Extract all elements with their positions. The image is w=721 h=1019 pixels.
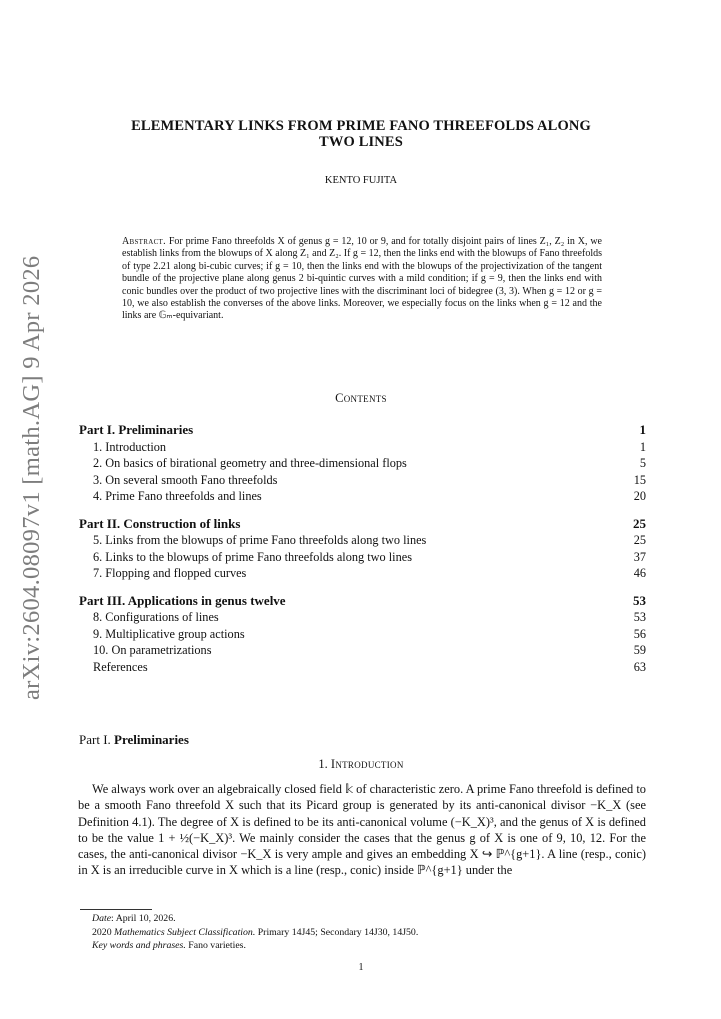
toc-section-label: 4. Prime Fano threefolds and lines — [93, 489, 262, 503]
toc-page-number: 56 — [633, 626, 646, 641]
toc-part-3 — [79, 593, 646, 676]
footnote-keywords-label: Key words and phrases. — [92, 940, 186, 951]
toc-page-number: 25 — [633, 515, 646, 531]
toc-page-number: 46 — [633, 566, 646, 580]
toc-section-label: 1. Introduction — [93, 439, 167, 454]
toc-part-label: Part II. Construction of links — [79, 515, 241, 531]
arxiv-stamp: arXiv:2604.08097v1 [math.AG] 9 Apr 2026 — [18, 255, 45, 700]
toc-section-row[interactable] — [79, 439, 646, 456]
part-heading-prefix: Part I. — [79, 732, 111, 747]
footnote-date: Date: April 10, 2026. — [92, 913, 176, 924]
section-title: Introduction — [330, 757, 404, 771]
part-heading — [79, 732, 189, 748]
toc-page-number: 20 — [633, 489, 646, 503]
toc-section-row[interactable] — [79, 532, 646, 549]
toc-section-row[interactable] — [79, 565, 646, 582]
part-heading-title: Preliminaries — [114, 732, 189, 747]
title-line-2: TWO LINES — [319, 134, 403, 150]
toc-part-row[interactable] — [79, 422, 646, 439]
title-line-1: ELEMENTARY LINKS FROM PRIME FANO THREEFOLDS ALONG — [131, 118, 591, 134]
footnote-msc-label: Mathematics Subject Classification. — [114, 926, 256, 938]
toc-page-number: 25 — [633, 533, 646, 547]
abstract-label: Abstract. — [122, 236, 166, 247]
toc-part-2 — [79, 516, 646, 582]
table-of-contents — [79, 422, 646, 686]
footnote-msc — [92, 926, 647, 940]
abstract-text: For prime Fano threefolds X of genus g = 12, 10 or 9, and for totally disjoint pairs of lines Z₁, Z₂ in X, we establish links from the blowups of X along Z₁ and Z₂. If g = 12, then the links end with the blowups of Fano threefolds of type 2.21 along bi-cubic curves; if g = 10, then the links end with the blowups of the projectivization of the tangent bundle of the projective plane along genus 2 bi-quintic curves with a mild condition; if g = 9, then the links end with conic bundles over the product of two projective lines with the discriminant loci of bidegree (3, 3). When g = 12 or g = 10, we also establish the converses of the above links. Moreover, we especially focus on the links when g = 12 and the links are 𝔾ₘ-equivariant. — [122, 236, 602, 322]
toc-section-row[interactable] — [79, 549, 646, 566]
toc-section-label: 6. Links to the blowups of prime Fano threefolds along two lines — [93, 549, 412, 564]
toc-references-row[interactable] — [79, 659, 646, 676]
toc-section-label: 3. On several smooth Fano threefolds — [93, 472, 278, 487]
footnote-rule — [80, 909, 152, 910]
footnotes — [92, 912, 647, 953]
toc-page-number: 53 — [633, 592, 646, 608]
toc-part-1 — [79, 422, 646, 505]
toc-page-number: 59 — [633, 643, 646, 657]
toc-page-number: 5 — [639, 456, 646, 470]
contents-title: Contents — [335, 391, 387, 405]
footnote-date-label: Date — [92, 913, 112, 924]
toc-section-label: 5. Links from the blowups of prime Fano threefolds along two lines — [93, 533, 427, 547]
toc-page-number: 1 — [639, 439, 646, 454]
paper-title — [80, 118, 642, 150]
toc-page-number: 53 — [633, 610, 646, 624]
toc-section-label: 10. On parametrizations — [93, 643, 212, 657]
toc-section-row[interactable] — [79, 626, 646, 643]
toc-section-label: 2. On basics of birational geometry and three-dimensional flops — [93, 456, 407, 470]
toc-page-number: 1 — [639, 422, 646, 437]
toc-page-number: 37 — [633, 549, 646, 564]
toc-section-label: 7. Flopping and flopped curves — [93, 566, 247, 580]
footnote-keywords — [92, 939, 647, 953]
section-number: 1. — [318, 757, 328, 771]
toc-part-label: Part I. Preliminaries — [79, 422, 194, 437]
section-heading — [80, 757, 642, 772]
footnote-msc-prefix: 2020 — [92, 926, 112, 938]
toc-section-row[interactable] — [79, 455, 646, 472]
toc-section-row[interactable] — [79, 609, 646, 626]
author-name: KENTO FUJITA — [324, 175, 398, 186]
toc-page-number: 15 — [633, 472, 646, 487]
toc-page-number: 63 — [633, 659, 646, 674]
abstract — [122, 236, 602, 323]
footnote-msc-value: Primary 14J45; Secondary 14J30, 14J50. — [257, 926, 419, 938]
toc-section-row[interactable] — [79, 472, 646, 489]
toc-section-label: 9. Multiplicative group actions — [93, 626, 245, 641]
toc-section-label: 8. Configurations of lines — [93, 610, 219, 624]
toc-section-row[interactable] — [79, 642, 646, 659]
intro-paragraph: We always work over an algebraically closed field 𝕜 of characteristic zero. A prime Fano threefold is defined to be a smooth Fano threefold X such that its Picard group is generated by its anti-canonical divisor −K_X (see Definition 4.1). The degree of X is defined to be its anti-canonical volume (−K_X)³, and the genus of X is defined to be the value 1 + ½(−K_X)³. We mainly consider the cases that the genus g of X is one of 9, 10, 12. For the cases, the anti-canonical divisor −K_X is very ample and gives an embedding X ↪ ℙ^{g+1}. A line (resp., conic) in X is an irreducible curve in X which is a line (resp., conic) inside ℙ^{g+1} under the — [78, 782, 646, 878]
toc-part-row[interactable] — [79, 516, 646, 533]
toc-part-row[interactable] — [79, 593, 646, 610]
toc-section-row[interactable] — [79, 488, 646, 505]
page-number: 1 — [358, 962, 364, 973]
toc-part-label: Part III. Applications in genus twelve — [79, 592, 286, 608]
toc-references-label: References — [93, 659, 148, 674]
footnote-keywords-value: Fano varieties. — [188, 940, 246, 951]
footnote-date-value: April 10, 2026. — [115, 913, 176, 924]
